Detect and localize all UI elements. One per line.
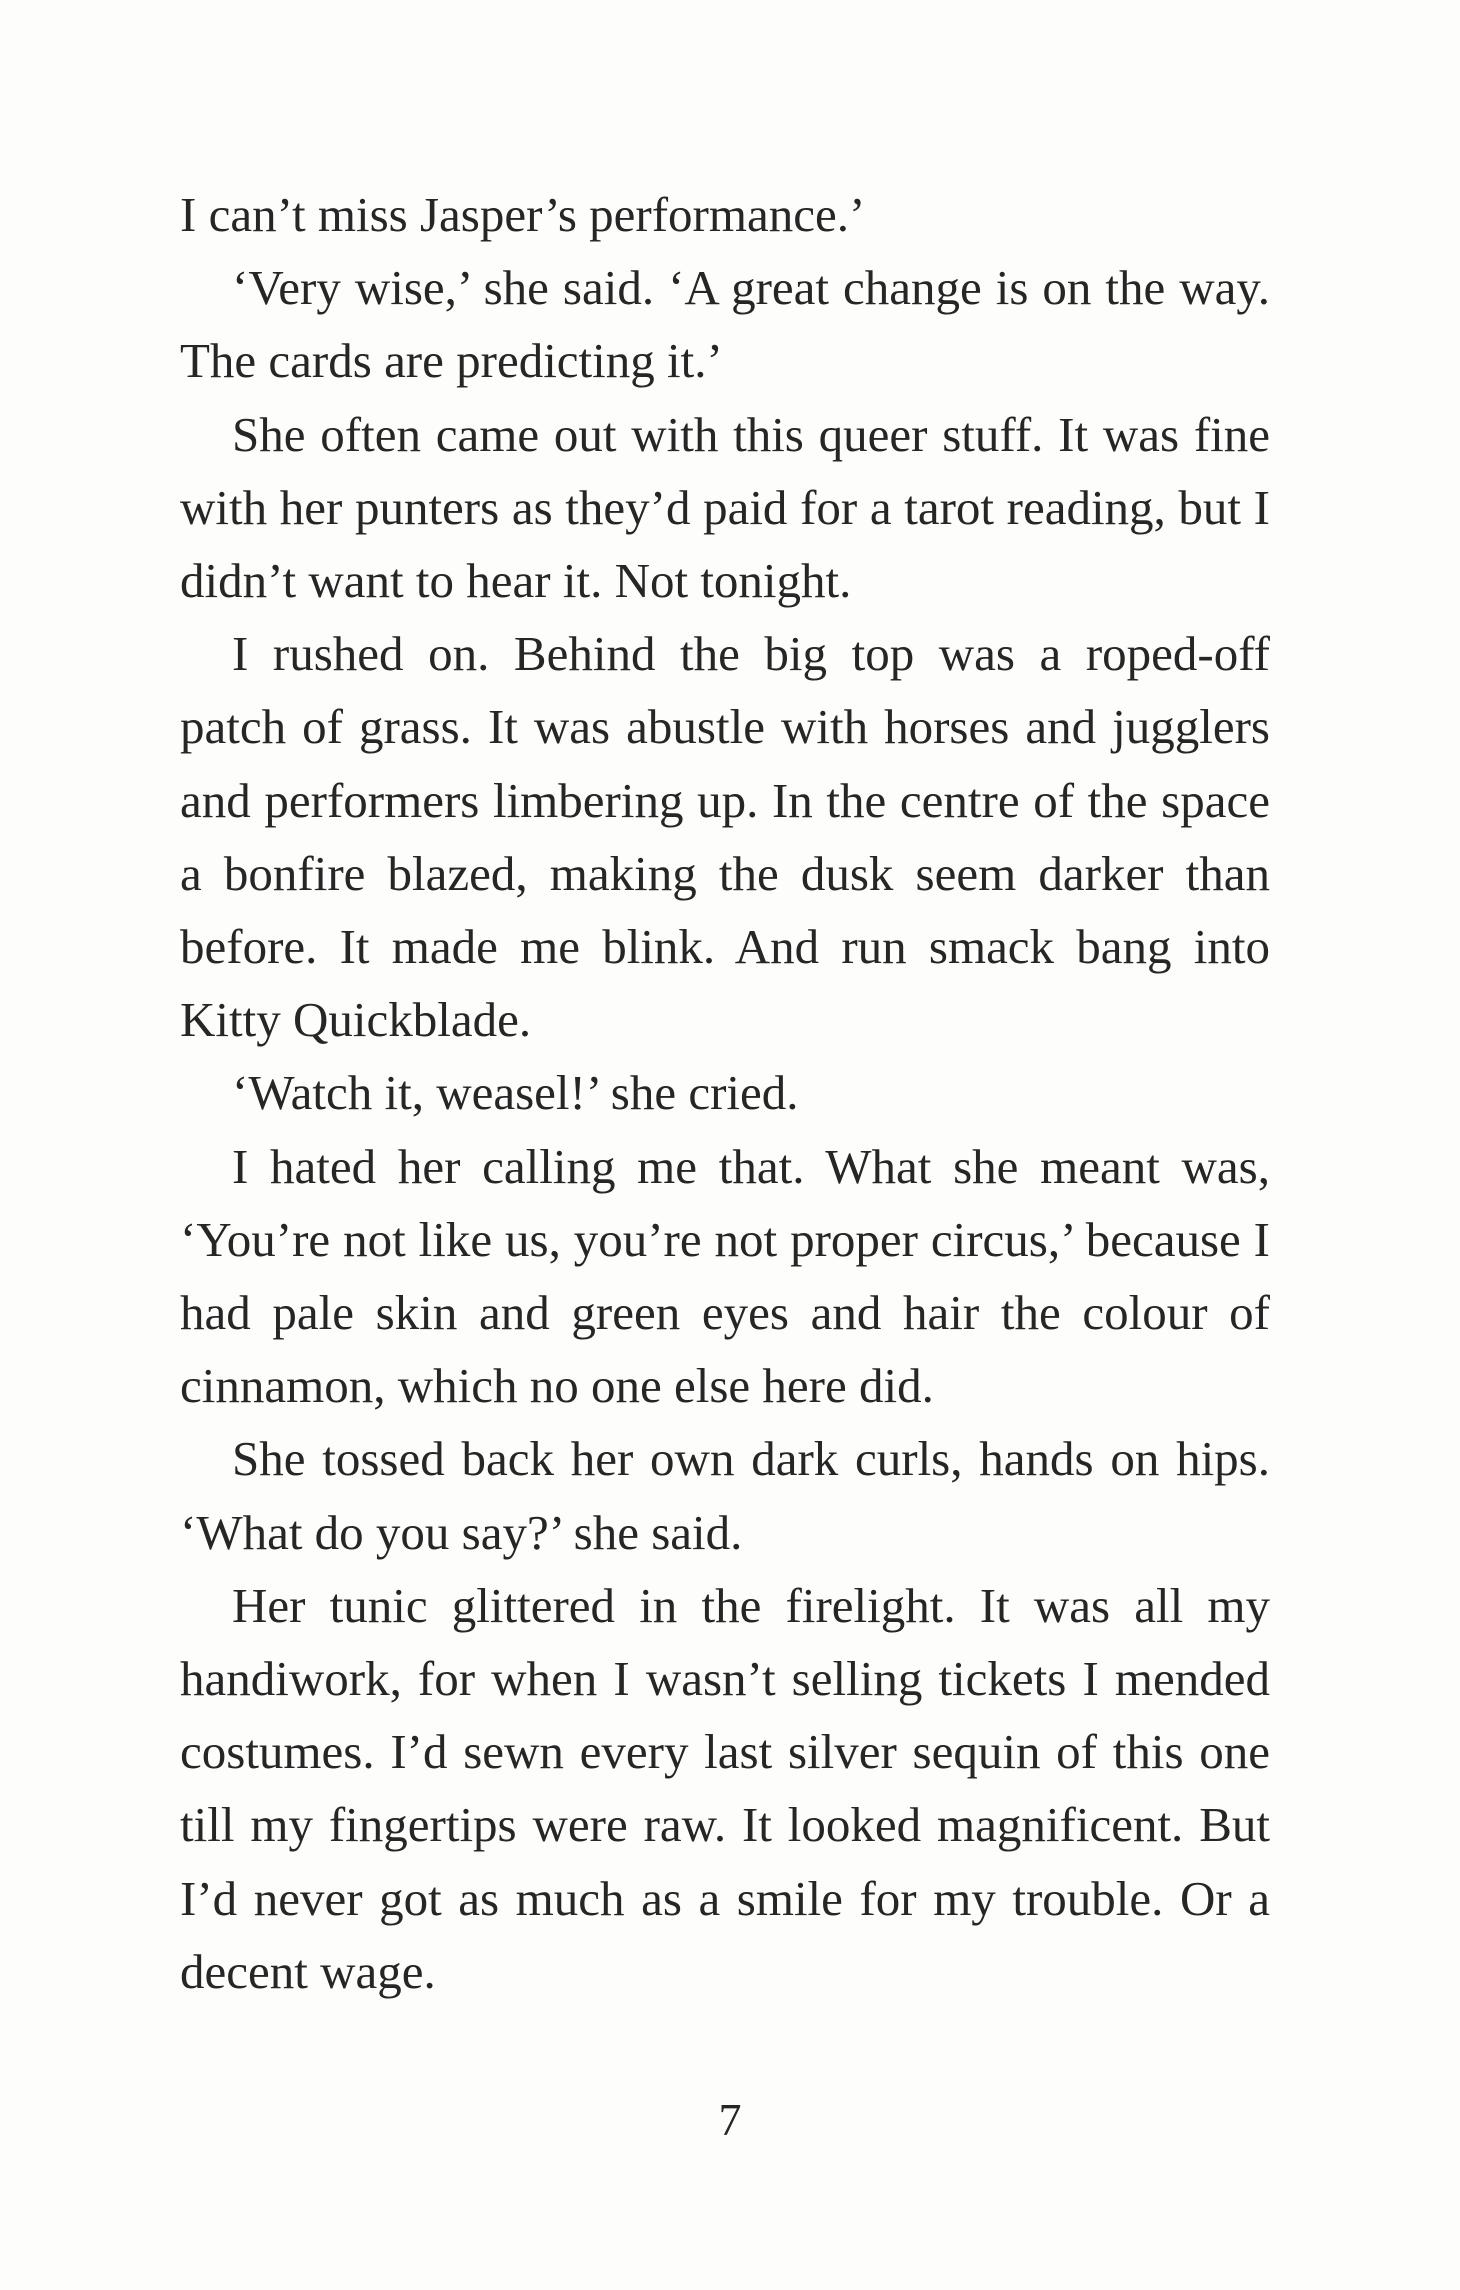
paragraph: Her tunic glittered in the firelight. It was all my handiwork, for when I wasn’t selling tickets I mended costumes. I’d sewn every last silver sequin of this one till my fingertips were raw. It looked magnificent. But I’d never got as much as a smile for my trouble. Or a decent wage.: [180, 1577, 1270, 1999]
page-number: 7: [718, 2094, 742, 2145]
paragraph: She often came out with this queer stuff. It was fine with her punters as they’d paid for a tarot reading, but I didn’t want to hear it. Not tonight.: [180, 406, 1270, 609]
paragraph: ‘Watch it, weasel!’ she cried.: [232, 1065, 799, 1121]
paragraph: She tossed back her own dark curls, hands on hips. ‘What do you say?’ she said.: [180, 1431, 1270, 1560]
paragraph: ‘Very wise,’ she said. ‘A great change is on the way. The cards are predicting it.’: [180, 260, 1270, 389]
paragraph: I rushed on. Behind the big top was a roped-off patch of grass. It was abustle with horses and jugglers and performers limbering up. In the centre of the space a bonfire blazed, making the dusk seem darker than before. It made me blink. And run smack bang into Kitty Quickblade.: [180, 626, 1270, 1048]
body-text: [180, 178, 1270, 2008]
paragraph: I hated her calling me that. What she meant was, ‘You’re not like us, you’re not proper circus,’ because I had pale skin and green eyes and hair the colour of cinnamon, which no one else here did.: [180, 1138, 1270, 1414]
paragraph: I can’t miss Jasper’s performance.’: [180, 187, 866, 242]
